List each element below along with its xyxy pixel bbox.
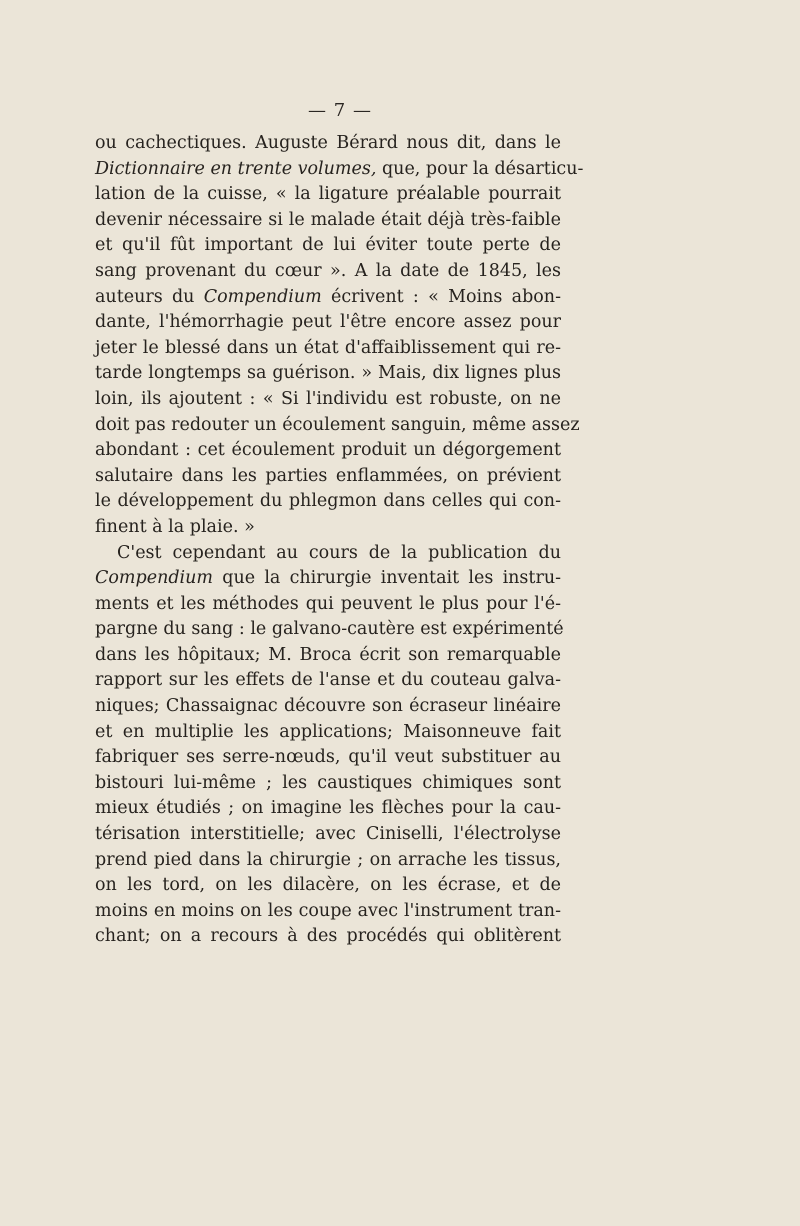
- text-run: bistouri lui-même ; les caustiques chimiques sont: [95, 772, 561, 793]
- text-run: chant; on a recours à des procédés qui oblitèrent: [95, 926, 561, 947]
- text-run: que, pour la désarticu-: [376, 158, 584, 179]
- text-run: et en multiplie les applications; Maisonneuve fait: [95, 721, 561, 742]
- text-run: rapport sur les effets de l'anse et du couteau galva-: [95, 670, 561, 691]
- text-line: [95, 848, 561, 874]
- italic-text: Compendium: [95, 568, 214, 589]
- text-run: doit pas redouter un écoulement sanguin, même assez: [95, 414, 580, 435]
- text-line: [95, 182, 561, 208]
- text-line: [95, 668, 561, 694]
- text-run: loin, ils ajoutent : « Si l'individu est robuste, on ne: [95, 388, 561, 409]
- text-run: moins en moins on les coupe avec l'instrument tran-: [95, 900, 561, 921]
- text-line: [95, 259, 561, 285]
- text-run: mieux étudiés ; on imagine les flèches pour la cau-: [95, 798, 561, 819]
- text-line: [95, 438, 561, 464]
- text-line: [95, 387, 561, 413]
- text-run: C'est cependant au cours de la publication du: [117, 542, 561, 563]
- text-line: [95, 566, 561, 592]
- body-text: [95, 131, 584, 950]
- text-run: que la chirurgie inventait les instru-: [213, 568, 561, 589]
- text-run: dans les hôpitaux; M. Broca écrit son remarquable: [95, 644, 561, 665]
- text-line: [95, 643, 561, 669]
- text-line: [95, 899, 561, 925]
- text-line: [95, 541, 561, 567]
- text-run: prend pied dans la chirurgie ; on arrache les tissus,: [95, 849, 561, 870]
- text-run: ou cachectiques. Auguste Bérard nous dit, dans le: [95, 133, 561, 153]
- text-line: [95, 745, 561, 771]
- text-run: tarde longtemps sa guérison. » Mais, dix lignes plus: [95, 363, 561, 384]
- text-line: [95, 131, 561, 157]
- text-line: [95, 285, 561, 311]
- text-run: écrivent : « Moins abon-: [321, 286, 561, 307]
- text-line: [95, 694, 561, 720]
- text-run: jeter le blessé dans un état d'affaiblissement qui re-: [95, 337, 561, 358]
- text-run: dante, l'hémorrhagie peut l'être encore assez pour: [95, 312, 561, 333]
- text-line: [95, 924, 561, 950]
- text-run: et qu'il fût important de lui éviter toute perte de: [95, 235, 561, 256]
- text-run: térisation interstitielle; avec Ciniselli, l'électrolyse: [95, 824, 561, 845]
- text-run: on les tord, on les dilacère, on les écrase, et de: [95, 875, 561, 896]
- text-line: [95, 157, 584, 183]
- text-line: [95, 489, 561, 515]
- text-line: [95, 361, 561, 387]
- text-line: [95, 310, 561, 336]
- text-line: [95, 592, 561, 618]
- text-line: [95, 873, 561, 899]
- text-line: [95, 617, 564, 643]
- text-run: finent à la plaie. »: [95, 516, 255, 537]
- text-line: [95, 336, 561, 362]
- text-run: le développement du phlegmon dans celles qui con-: [95, 491, 561, 512]
- italic-text: Dictionnaire en trente volumes,: [95, 158, 377, 179]
- text-run: niques; Chassaignac découvre son écraseur linéaire: [95, 696, 561, 717]
- italic-text: Compendium: [203, 286, 322, 307]
- text-line: [95, 413, 580, 439]
- text-run: pargne du sang : le galvano-cautère est expérimenté: [95, 619, 564, 640]
- text-line: [95, 771, 561, 797]
- paragraph: [95, 541, 564, 951]
- text-run: lation de la cuisse, « la ligature préalable pourrait: [95, 184, 561, 205]
- text-run: devenir nécessaire si le malade était déjà très-faible: [95, 209, 561, 230]
- paragraph: [95, 131, 584, 541]
- text-run: ments et les méthodes qui peuvent le plus pour l'é-: [95, 593, 561, 614]
- text-line: [95, 208, 561, 234]
- text-run: abondant : cet écoulement produit un dégorgement: [95, 440, 561, 461]
- text-line: [95, 464, 561, 490]
- text-line: [95, 822, 561, 848]
- text-run: salutaire dans les parties enflammées, on prévient: [95, 465, 561, 486]
- text-run: auteurs du: [95, 286, 204, 307]
- text-line: [95, 720, 561, 746]
- text-line: [95, 233, 561, 259]
- text-line: [95, 796, 561, 822]
- page-number: — 7 —: [308, 100, 372, 121]
- text-run: sang provenant du cœur ». A la date de 1845, les: [95, 260, 561, 281]
- text-run: fabriquer ses serre-nœuds, qu'il veut substituer au: [95, 747, 561, 768]
- text-line: [95, 515, 561, 541]
